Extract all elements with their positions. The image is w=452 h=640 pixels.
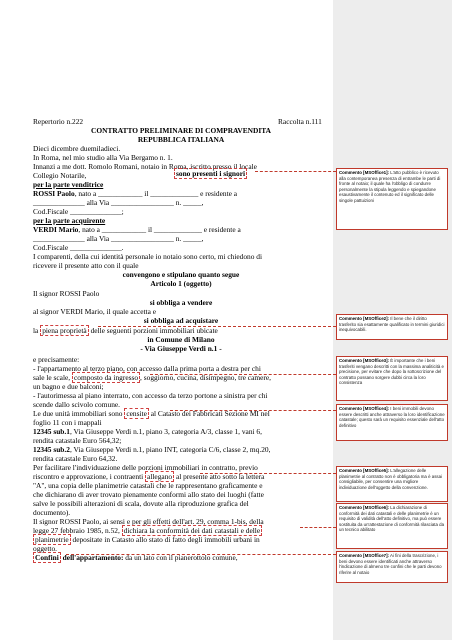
comment-6-text: La dichiarazione di conformità dei dati catastali e delle planimetrie è un requisito di validità dell'atto definitivo, ma può essere sostituita da un'attestazione di conformità rilasciata da un tecnico abilitato (339, 505, 445, 532)
dichiara-text-b: depositate in Catasto allo stato di fatto degli immobili urbani in (70, 535, 260, 544)
individuazione-line-5: salve le possibili alterazioni di scala, dovute alla riproduzione grafica del (33, 499, 249, 508)
comment-5-text: L'allegazione delle planimetrie al contratto non è obbligatoria ma è assai consigliabile, per consentire una migliore individuazione dell'oggetto della convenzione. (339, 468, 442, 490)
parte-venditrice-heading: per la parte venditrice (33, 180, 104, 189)
comment-connector-3 (150, 374, 336, 375)
property-article: la (33, 326, 41, 335)
seller-name: ROSSI Paolo (33, 189, 75, 198)
comment-7-text: Ai fini della trascrizione, i beni devono essere identificati anche attraverso l'indicazione di almeno tre confini che le parti devono riferire al notaio (339, 553, 442, 575)
comment-3-text: È importante che i beni trasferiti vengano descritti con la massima analiticità e precisione, per evitare che dopo la sottoscrizione del contratto possano sorgere dubbi circa la loro consistenza (339, 358, 444, 385)
notary-line: Innanzi a me dott. Romolo Romani, notaio in Roma, iscritto presso il locale (33, 162, 257, 171)
censite-highlight[interactable]: censite (126, 409, 147, 418)
sub2-text: , Via Giuseppe Verdi n.1, piano INT, categoria C/6, classe 2, mq.20, (69, 445, 271, 454)
dichiara-text-a: legge 27 febbraio 1985, n.52, (33, 526, 122, 535)
confini-title: dell'appartamento: (60, 553, 124, 562)
individuazione-line-3: "A", una copia delle planimetrie catastali che le rappresentano graficamente e (33, 481, 263, 490)
autorimessa-line-2: scende dallo scivolo comune. (33, 400, 121, 409)
convengono-heading: convengono e stipulano quanto segue (122, 270, 240, 279)
dichiara-line-3 (33, 535, 260, 544)
composto-highlight[interactable]: composto da ingresso (74, 373, 139, 382)
autorimessa-line: - l'autorimessa al piano interrato, con accesso da terzo portone a sinistra per chi (33, 391, 268, 400)
comment-1-label: Commento [MSOffice1]: (339, 170, 390, 175)
individuazione-text-b: al presente atto sotto la lettera (174, 472, 265, 481)
comment-3[interactable] (336, 356, 448, 401)
piena-proprieta-highlight[interactable]: piena proprietà (42, 326, 87, 335)
seller-birth: , nato a ____________ il _____________ e residente a (74, 189, 238, 198)
comment-connector-5 (200, 473, 336, 474)
document-subtitle: REPUBBLICA ITALIANA (137, 135, 225, 144)
parte-acquirente-heading: per la parte acquirente (33, 216, 106, 225)
dichiara-highlight[interactable]: dichiara la conformità dei dati catastali e delle (123, 526, 261, 535)
date-line: Dieci dicembre duemiladieci. (33, 144, 121, 153)
comment-6-label: Commento [MSOffice6]: (339, 505, 390, 510)
precisamente-line: e precisamente: (33, 355, 80, 364)
comment-4-text: I beni immobili devono essere descritti anche attraverso la loro identificazione catastale; questo sarà un requisito essenziale dell'atto definitivo (339, 406, 445, 428)
appartamento-text-a: sale le scale, (33, 373, 72, 382)
comment-connector-4 (170, 410, 336, 411)
comune-heading: in Comune di Milano (147, 335, 215, 344)
seller-line (33, 189, 329, 198)
comment-2[interactable] (336, 314, 448, 340)
confini-text: da un lato con il pianerottolo comune, (123, 553, 238, 562)
seller-address: ______________ alla Via _________________ n. _____, (33, 198, 204, 207)
planimetrie-highlight[interactable]: planimetrie (35, 535, 69, 544)
foglio-line: foglio 11 con i mappali (33, 418, 102, 427)
obbliga-acquistare: si obbliga ad acquistare (143, 316, 219, 325)
comment-5-label: Commento [MSOffice5]: (339, 468, 390, 473)
comment-connector-7 (66, 554, 336, 555)
document-title: CONTRATTO PRELIMINARE DI COMPRAVENDITA (91, 126, 271, 135)
seller-codfiscale: Cod.Fiscale ______________; (33, 207, 124, 216)
sono-presenti[interactable] (174, 169, 247, 178)
comment-2-text: Il bene che il diritto trasferito sia esattamente qualificato in termini giuridici inequivocabili. (339, 316, 445, 332)
sono-presenti-highlight[interactable]: sono presenti i signori (176, 169, 246, 178)
sub2-id: 12345 sub.2 (33, 445, 70, 454)
comparenti-line-2: ricevere il presente atto con il quale (33, 261, 139, 270)
comment-1[interactable] (336, 168, 448, 230)
comment-6[interactable] (336, 503, 448, 549)
individuazione-line: Per facilitare l'individuazione delle porzioni immobiliari in contratto, previo (33, 463, 258, 472)
buyer-birth: , nato a ____________ il _____________ e residente a (78, 225, 241, 234)
allegano-highlight[interactable]: allegano (147, 472, 173, 481)
rendita-1: rendita catastale Euro 564,32; (33, 436, 122, 445)
appartamento-line-3: un bagno e due balconi; (33, 382, 104, 391)
comment-1-text: L'atto pubblico è ricevuto alla contemporanea presenza di entrambe le parti di fronte al notaio; il quale ha l'obbligo di condurre personalmente la stipula leggendo e spiegandone esaustivamente il contenuto ed il significato delle singole pattuizioni (339, 170, 441, 203)
obbliga-vendere: si obbliga a vendere (149, 298, 213, 307)
comment-3-label: Commento [MSOffice3]: (339, 358, 390, 363)
rendita-2: rendita catastale Euro 64,32. (33, 454, 118, 463)
sub1-line (33, 427, 262, 436)
comparenti-line: I comparenti, della cui identità personale io notaio sono certo, mi chiedono di (33, 252, 263, 261)
comment-5[interactable] (336, 466, 448, 502)
buyer-name: VERDI Mario (33, 225, 79, 234)
appartamento-text-b: , soggiorno, cucina, disimpegno, tre camere, (140, 373, 271, 382)
oggetto-line: oggetto. (33, 544, 58, 553)
place-line: In Roma, nel mio studio alla Via Bergamo n. 1. (33, 153, 173, 162)
confini-highlight[interactable]: Confini (35, 553, 59, 562)
comment-connector-6 (300, 527, 336, 528)
via-heading: - Via Giuseppe Verdi n.1 - (140, 344, 222, 353)
buyer-intro: al signor VERDI Mario, il quale accetta e (33, 307, 156, 316)
comment-7[interactable] (336, 551, 448, 583)
comment-2-label: Commento [MSOffice2]: (339, 316, 390, 321)
sub1-text: , Via Giuseppe Verdi n.1, piano 3, categoria A/3, classe 1, vani 6, (69, 427, 262, 436)
buyer-codfiscale: Cod.Fiscale ______________. (33, 243, 124, 252)
comment-7-label: Commento [MSOffice7]: (339, 553, 390, 558)
articolo-1-heading: Articolo 1 (oggetto) (150, 279, 212, 288)
property-line (33, 326, 218, 335)
seller-intro: Il signor ROSSI Paolo (33, 289, 100, 298)
censite-text-b: al Catasto dei Fabbricati Sezione MI nel (148, 409, 270, 418)
appartamento-line: - l'appartamento al terzo piano, con accesso dalla prima porta a destra per chi (33, 364, 261, 373)
censite-text-a: Le due unità immobiliari sono (33, 409, 125, 418)
comment-connector-1 (255, 171, 336, 172)
repertorio-number: Repertorio n.222 (33, 117, 84, 126)
comment-connector-2 (98, 326, 336, 327)
notary-line-2: Collegio Notarile, (33, 171, 87, 180)
individuazione-line-6: documento). (33, 508, 71, 517)
buyer-address: ______________ alla Via _________________ n. _____, (33, 234, 204, 243)
individuazione-line-4: che dichiarano di aver trovato pienamente conformi allo stato dei luoghi (fatte (33, 490, 264, 499)
sub1-id: 12345 sub.1 (33, 427, 70, 436)
dichiara-line: Il signor ROSSI Paolo, ai sensi e per gli effetti dell'art. 29, comma 1-bis, della (33, 517, 264, 526)
comment-4[interactable] (336, 404, 448, 441)
raccolta-number: Raccolta n.111 (278, 117, 322, 126)
sub2-line (33, 445, 270, 454)
property-rest: delle seguenti porzioni immobiliari ubicate (88, 326, 218, 335)
buyer-line (33, 225, 329, 234)
individuazione-text-a: riscontro e approvazione, i contraenti (33, 472, 146, 481)
comment-4-label: Commento [MSOffice4]: (339, 406, 390, 411)
